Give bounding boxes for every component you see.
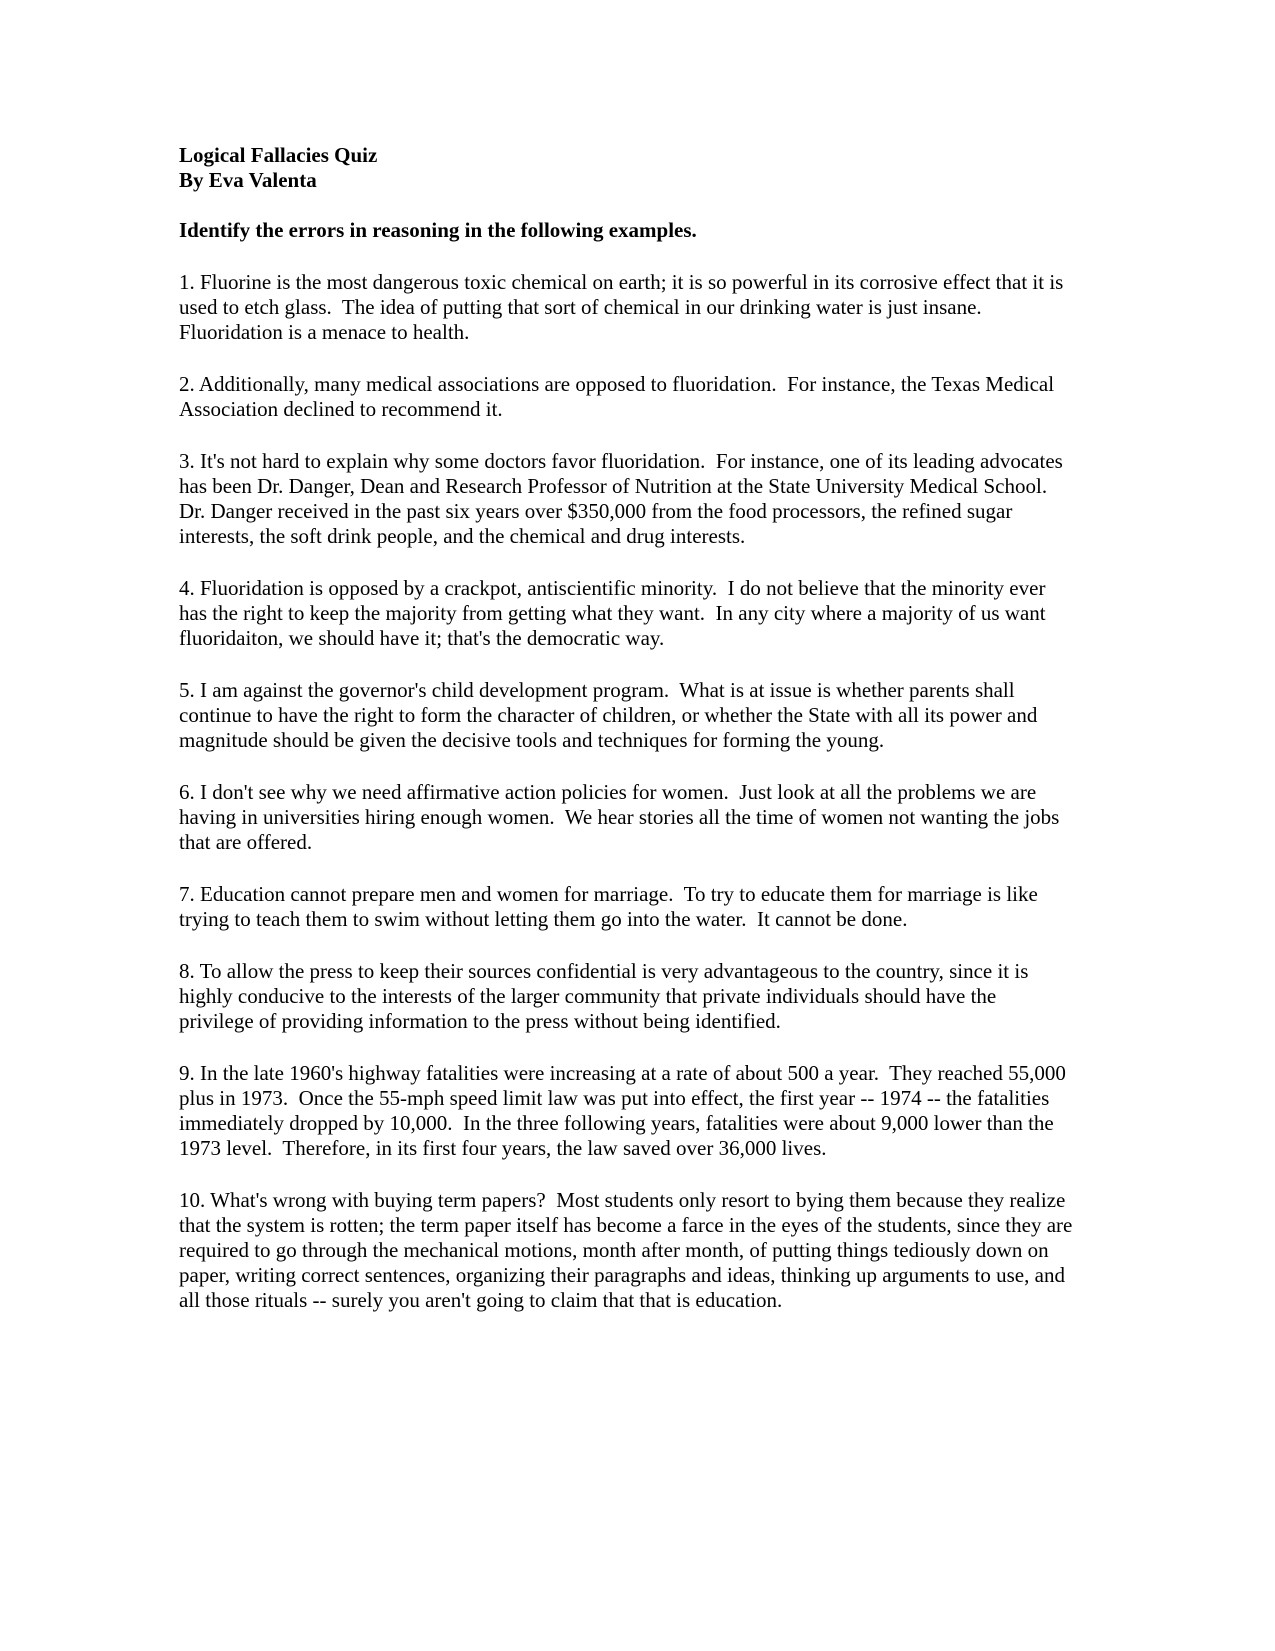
- question-text-line: continue to have the right to form the character of children, or whether the State with all its power and: [179, 703, 1038, 727]
- question-text-line: magnitude should be given the decisive tools and techniques for forming the young.: [179, 728, 885, 752]
- question-text-line: has the right to keep the majority from getting what they want. In any city where a majority of us want: [179, 601, 1046, 625]
- document-page: [179, 143, 1179, 1313]
- question-text-line: 6. I don't see why we need affirmative action policies for women. Just look at all the problems we are: [179, 780, 1037, 804]
- question-text-line: 4. Fluoridation is opposed by a crackpot, antiscientific minority. I do not believe that the minority ever: [179, 576, 1046, 600]
- instructions: Identify the errors in reasoning in the following examples.: [179, 218, 697, 242]
- question-item: [179, 449, 1179, 549]
- question-text-line: 1. Fluorine is the most dangerous toxic chemical on earth; it is so powerful in its corrosive effect that it is: [179, 270, 1064, 294]
- question-text-line: immediately dropped by 10,000. In the three following years, fatalities were about 9,000 lower than the: [179, 1111, 1054, 1135]
- question-text-line: 1973 level. Therefore, in its first four years, the law saved over 36,000 lives.: [179, 1136, 827, 1160]
- question-item: [179, 1188, 1179, 1313]
- question-text-line: has been Dr. Danger, Dean and Research Professor of Nutrition at the State University Medical School.: [179, 474, 1048, 498]
- question-item: [179, 882, 1179, 932]
- question-item: [179, 270, 1179, 345]
- question-text-line: paper, writing correct sentences, organizing their paragraphs and ideas, thinking up arguments to use, and: [179, 1263, 1065, 1287]
- question-text-line: interests, the soft drink people, and the chemical and drug interests.: [179, 524, 746, 548]
- question-text-line: that are offered.: [179, 830, 313, 854]
- question-item: [179, 1061, 1179, 1161]
- question-text-line: trying to teach them to swim without letting them go into the water. It cannot be done.: [179, 907, 908, 931]
- question-text-line: Dr. Danger received in the past six years over $350,000 from the food processors, the refined sugar: [179, 499, 1013, 523]
- question-text-line: highly conducive to the interests of the larger community that private individuals should have the: [179, 984, 997, 1008]
- question-text-line: 5. I am against the governor's child development program. What is at issue is whether parents shall: [179, 678, 1015, 702]
- question-item: [179, 780, 1179, 855]
- question-list: [179, 270, 1179, 1313]
- question-text-line: Fluoridation is a menace to health.: [179, 320, 470, 344]
- question-text-line: 9. In the late 1960's highway fatalities were increasing at a rate of about 500 a year. They reached 55,000: [179, 1061, 1066, 1085]
- document-title: Logical Fallacies Quiz: [179, 143, 378, 167]
- question-text-line: 7. Education cannot prepare men and women for marriage. To try to educate them for marriage is like: [179, 882, 1038, 906]
- question-text-line: used to etch glass. The idea of putting that sort of chemical in our drinking water is just insane.: [179, 295, 982, 319]
- question-text-line: all those rituals -- surely you aren't going to claim that that is education.: [179, 1288, 783, 1312]
- question-text-line: 10. What's wrong with buying term papers? Most students only resort to bying them because they realize: [179, 1188, 1066, 1212]
- question-text-line: that the system is rotten; the term paper itself has become a farce in the eyes of the students, since they are: [179, 1213, 1073, 1237]
- question-item: [179, 678, 1179, 753]
- question-item: [179, 372, 1179, 422]
- question-text-line: 3. It's not hard to explain why some doctors favor fluoridation. For instance, one of its leading advocates: [179, 449, 1063, 473]
- author-line: By Eva Valenta: [179, 168, 317, 192]
- question-text-line: 8. To allow the press to keep their sources confidential is very advantageous to the country, since it is: [179, 959, 1029, 983]
- question-text-line: required to go through the mechanical motions, month after month, of putting things tediously down on: [179, 1238, 1049, 1262]
- question-text-line: plus in 1973. Once the 55-mph speed limit law was put into effect, the first year -- 1974 -- the fatalities: [179, 1086, 1050, 1110]
- title-block: [179, 143, 1179, 193]
- question-item: [179, 576, 1179, 651]
- question-text-line: fluoridaiton, we should have it; that's the democratic way.: [179, 626, 665, 650]
- question-text-line: Association declined to recommend it.: [179, 397, 503, 421]
- question-item: [179, 959, 1179, 1034]
- question-text-line: privilege of providing information to the press without being identified.: [179, 1009, 781, 1033]
- question-text-line: having in universities hiring enough women. We hear stories all the time of women not wanting the jobs: [179, 805, 1060, 829]
- question-text-line: 2. Additionally, many medical associations are opposed to fluoridation. For instance, the Texas Medical: [179, 372, 1055, 396]
